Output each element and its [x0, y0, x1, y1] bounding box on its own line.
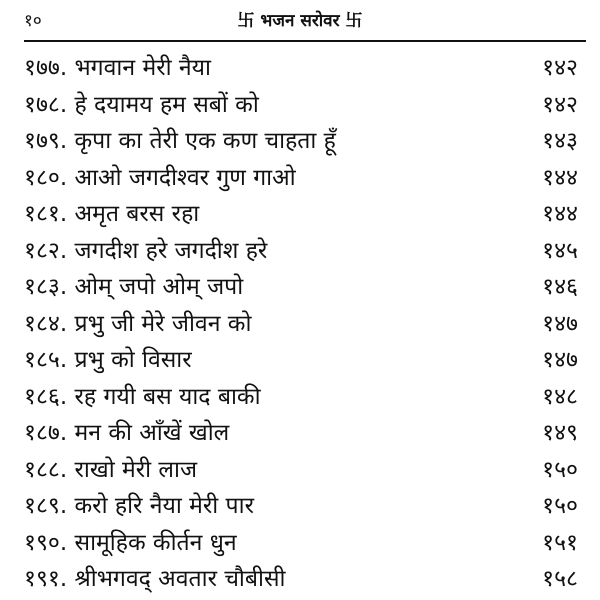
- toc-entry-label: [24, 415, 229, 452]
- toc-entry-title: ओम् जपो ओम् जपो: [74, 274, 244, 300]
- toc-entry: [0, 87, 600, 124]
- toc-entry-page: १५०: [542, 456, 578, 483]
- toc-entry-label: [24, 269, 243, 306]
- toc-entry-number: १८६.: [24, 383, 68, 410]
- toc-entry-page: १४४: [542, 164, 578, 191]
- toc-entry-number: १९१.: [24, 566, 68, 592]
- toc-entry-number: १८१.: [24, 201, 68, 227]
- toc-entry: [0, 160, 600, 197]
- toc-entry-title: भगवान मेरी नैया: [74, 55, 211, 81]
- toc-entry-label: [24, 196, 199, 233]
- toc-entry-title: रह गयी बस याद बाकी: [74, 383, 261, 410]
- toc-entry-label: [24, 123, 336, 160]
- toc-entry-title: सामूहिक कीर्तन धुन: [74, 529, 237, 556]
- toc-entry-number: १८८.: [24, 456, 68, 483]
- toc-entry-page: १४८: [542, 383, 578, 410]
- toc-entry-number: १८२.: [24, 237, 68, 264]
- toc-entry: [0, 488, 600, 525]
- toc-entry: [0, 342, 600, 379]
- toc-entry-title: जगदीश हरे जगदीश हरे: [74, 237, 268, 264]
- toc-entry: [0, 452, 600, 489]
- toc-entry: [0, 306, 600, 343]
- toc-entry-label: [24, 561, 286, 598]
- toc-entry-page: १४९: [542, 420, 578, 446]
- toc-entry: [0, 415, 600, 452]
- toc-entry-page: १४५: [542, 237, 578, 264]
- toc-entry-page: १४४: [542, 201, 578, 227]
- header-rule: [24, 40, 586, 42]
- toc-entry-title: मन की आँखें खोल: [74, 420, 230, 446]
- page-number: १०: [24, 11, 42, 31]
- toc-entry-number: १८५.: [24, 347, 68, 373]
- toc-entry-label: [24, 452, 197, 489]
- toc-entry-number: १७८.: [24, 91, 68, 118]
- toc-entry-page: १४२: [542, 91, 578, 118]
- toc-entry-number: १८३.: [24, 274, 68, 300]
- toc-entry-page: १४७: [542, 347, 578, 373]
- toc-entry: [0, 525, 600, 562]
- toc-entry-title: हे दयामय हम सबों को: [74, 91, 259, 118]
- toc-entry-label: [24, 160, 296, 197]
- toc-entry-title: कृपा का तेरी एक कण चाहता हूँ: [74, 128, 336, 154]
- toc-entry-number: १८०.: [24, 164, 68, 191]
- toc-entry-label: [24, 306, 251, 343]
- toc-entry-label: [24, 50, 211, 87]
- running-title: 卐 भजन सरोवर 卐: [237, 11, 363, 31]
- toc-entry-page: १४७: [542, 310, 578, 337]
- toc-entry-number: १८४.: [24, 310, 68, 337]
- table-of-contents: [0, 50, 600, 598]
- toc-entry-label: [24, 233, 267, 270]
- toc-entry-page: १५०: [542, 493, 578, 519]
- toc-entry-number: १८९.: [24, 493, 68, 519]
- page-header: [0, 0, 600, 40]
- toc-entry-title: राखो मेरी लाज: [74, 456, 198, 483]
- toc-entry-title: प्रभु को विसार: [74, 347, 192, 373]
- toc-entry-title: आओ जगदीश्वर गुण गाओ: [74, 164, 296, 191]
- toc-entry: [0, 50, 600, 87]
- toc-entry-title: अमृत बरस रहा: [74, 201, 200, 227]
- toc-entry-number: १९०.: [24, 529, 68, 556]
- toc-entry: [0, 233, 600, 270]
- toc-entry-label: [24, 342, 192, 379]
- toc-entry-label: [24, 87, 259, 124]
- toc-entry: [0, 196, 600, 233]
- toc-entry-title: श्रीभगवद् अवतार चौबीसी: [74, 566, 286, 592]
- toc-entry: [0, 123, 600, 160]
- toc-entry-label: [24, 525, 237, 562]
- toc-entry: [0, 269, 600, 306]
- toc-entry-label: [24, 379, 261, 416]
- toc-entry-page: १४२: [542, 55, 578, 81]
- toc-entry: [0, 561, 600, 598]
- toc-entry-title: प्रभु जी मेरे जीवन को: [74, 310, 252, 337]
- toc-entry-page: १५८: [542, 566, 578, 592]
- toc-entry-number: १७९.: [24, 128, 68, 154]
- toc-entry-number: १८७.: [24, 420, 68, 446]
- toc-entry-page: १४३: [542, 128, 578, 154]
- toc-entry-page: १५१: [542, 529, 578, 556]
- toc-entry-label: [24, 488, 254, 525]
- toc-entry-title: करो हरि नैया मेरी पार: [74, 493, 254, 519]
- toc-entry-number: १७७.: [24, 55, 68, 81]
- toc-entry: [0, 379, 600, 416]
- toc-entry-page: १४६: [542, 274, 578, 300]
